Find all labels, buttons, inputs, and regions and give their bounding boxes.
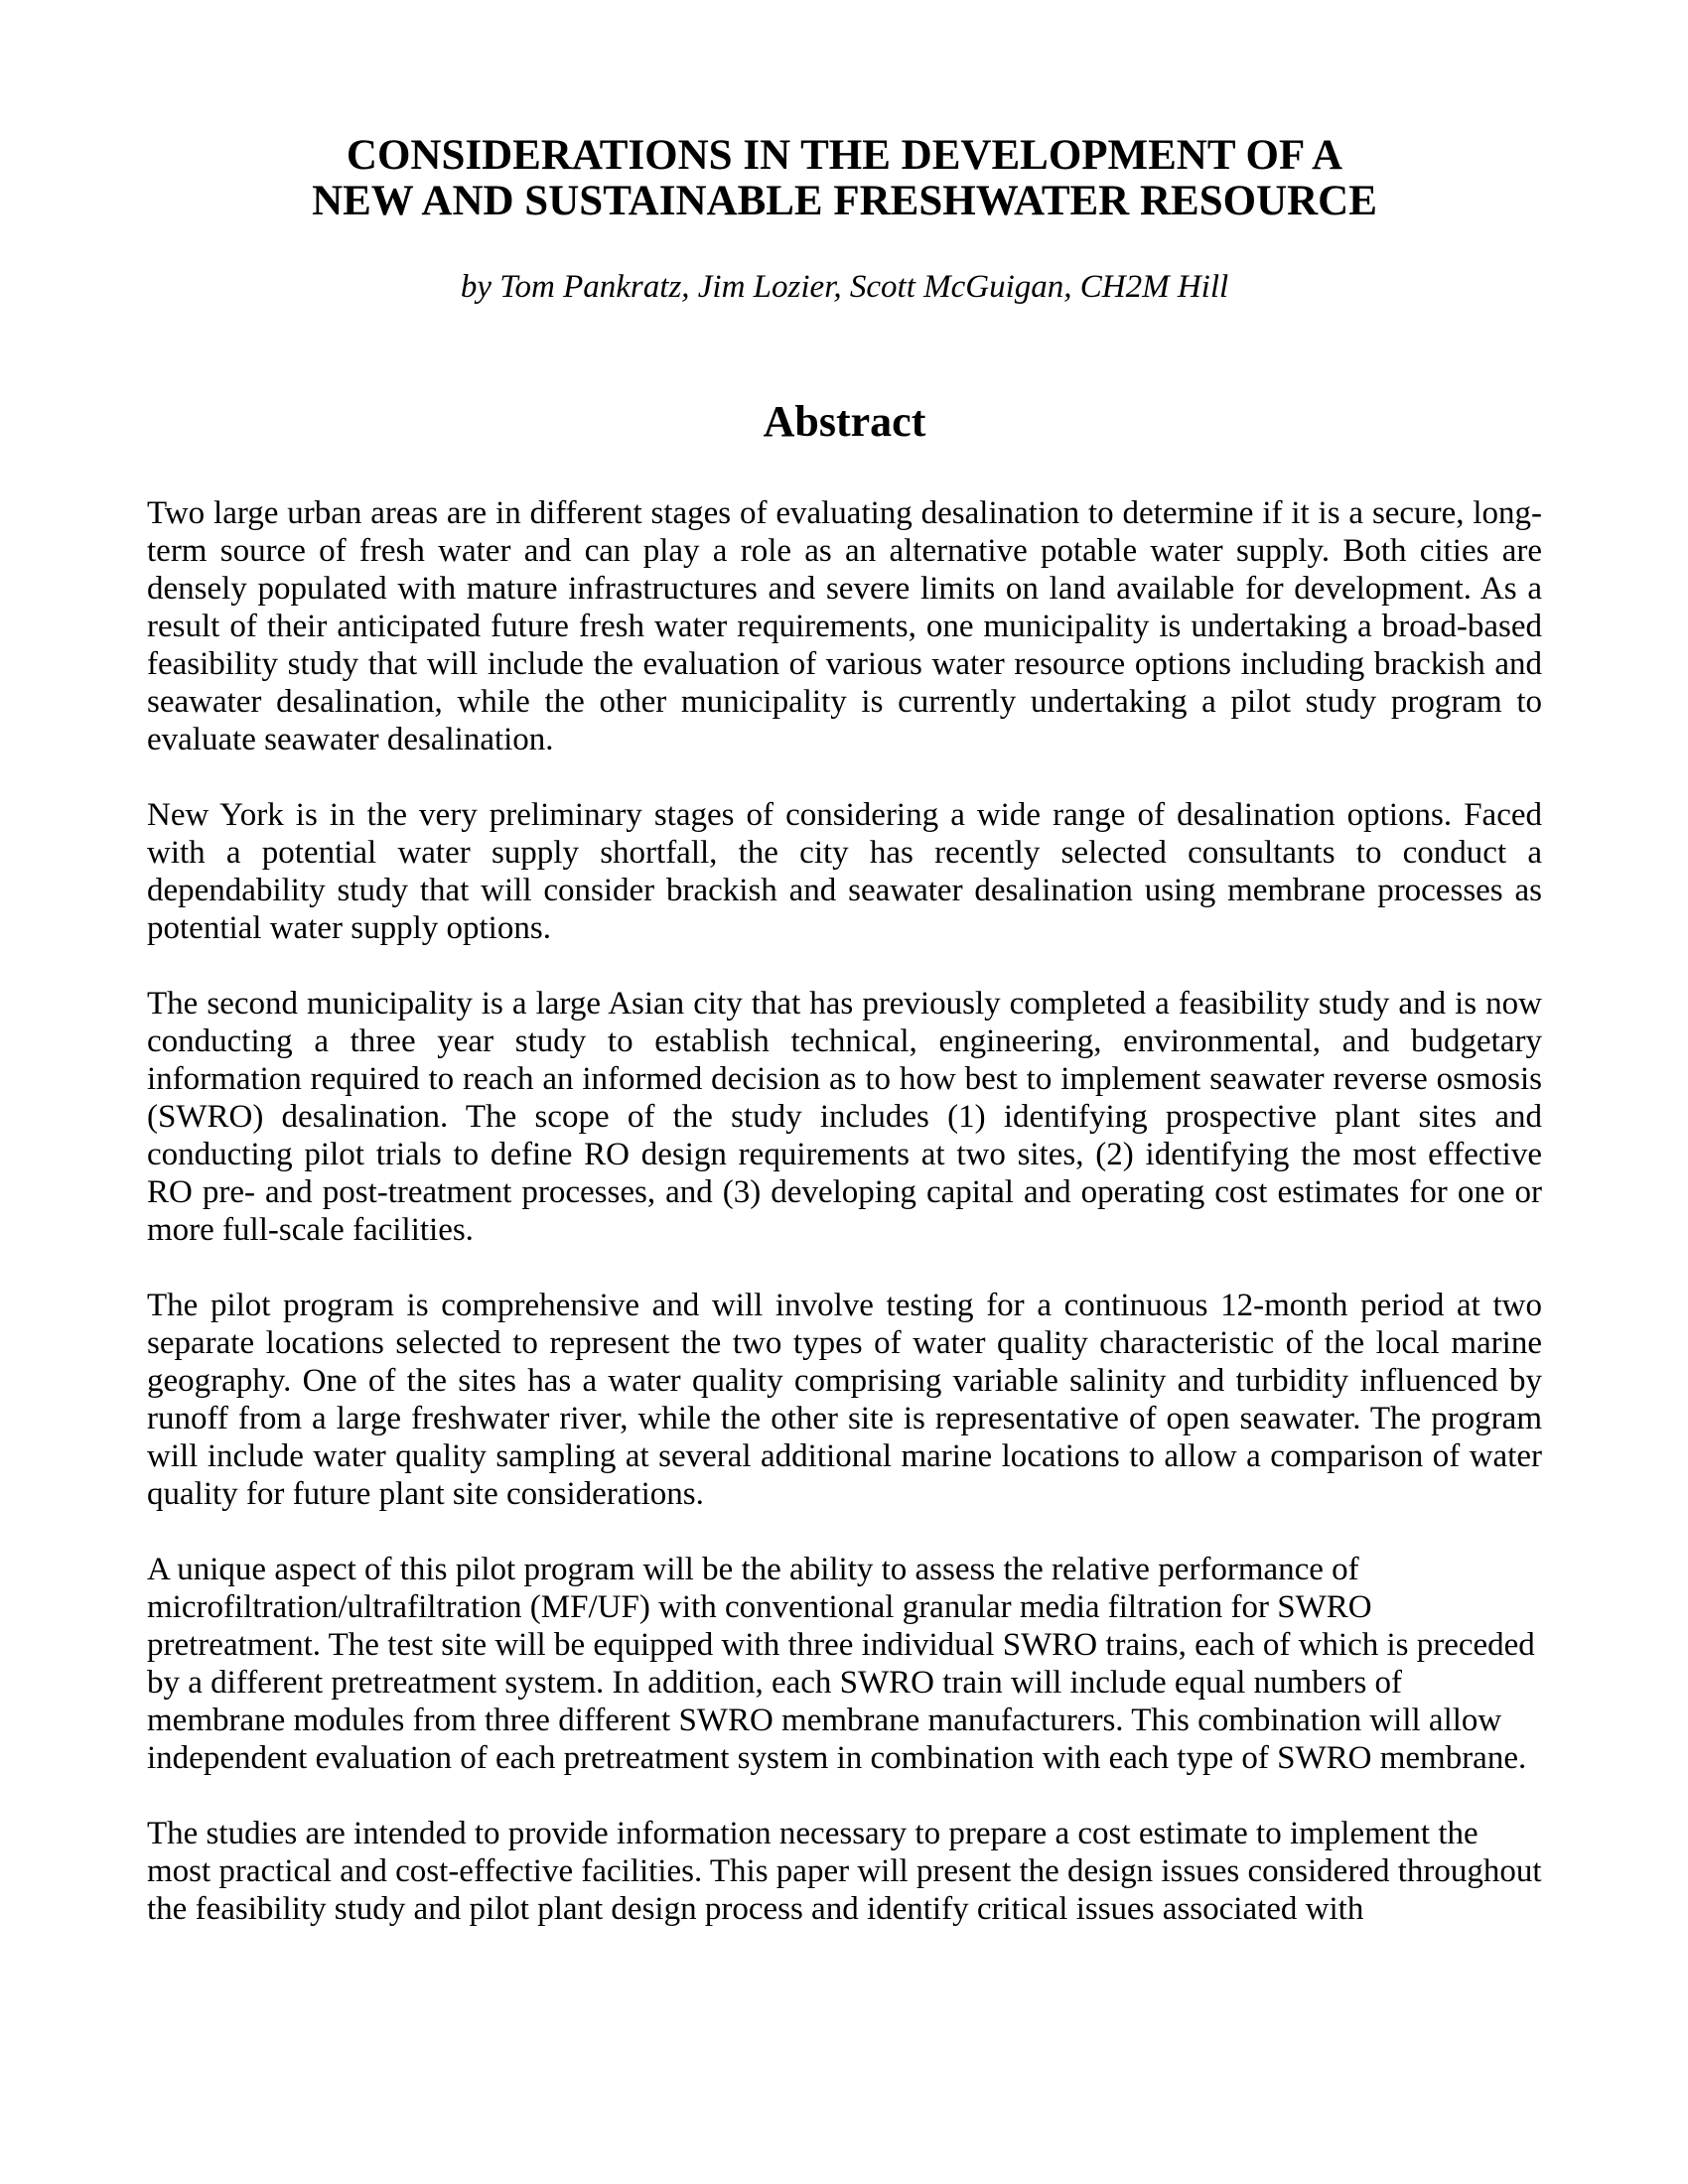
- paragraph-6: The studies are intended to provide information necessary to prepare a cost estimate to implement the most practical and cost-effective facilities. This paper will present the design issues considered throughout the feasibility study and pilot plant design process and identify critical issues associated with: [147, 1816, 1542, 1927]
- paragraph-1: Two large urban areas are in different stages of evaluating desalination to determine if it is a secure, long-term source of fresh water and can play a role as an alternative potable water supply. Both cities are densely populated with mature infrastructures and severe limits on land available for development. As a result of their anticipated future fresh water requirements, one municipality is undertaking a broad-based feasibility study that will include the evaluation of various water resource options including brackish and seawater desalination, while the other municipality is currently undertaking a pilot study program to evaluate seawater desalination.: [147, 495, 1542, 757]
- paper-title: [147, 133, 1542, 224]
- paragraph-4: The pilot program is comprehensive and will involve testing for a continuous 12-month period at two separate locations selected to represent the two types of water quality characteristic of the local marine geography. One of the sites has a water quality comprising variable salinity and turbidity influenced by runoff from a large freshwater river, while the other site is representative of open seawater. The program will include water quality sampling at several additional marine locations to allow a comparison of water quality for future plant site considerations.: [147, 1288, 1542, 1512]
- abstract-body: [147, 494, 1542, 1928]
- abstract-heading: Abstract: [763, 397, 926, 446]
- paragraph-3: The second municipality is a large Asian city that has previously completed a feasibility study and is now conducting a three year study to establish technical, engineering, environmental, and budgetary information required to reach an informed decision as to how best to implement seawater reverse osmosis (SWRO) desalination. The scope of the study includes (1) identifying prospective plant sites and conducting pilot trials to define RO design requirements at two sites, (2) identifying the most effective RO pre- and post-treatment processes, and (3) developing capital and operating cost estimates for one or more full-scale facilities.: [147, 986, 1542, 1248]
- byline: by Tom Pankratz, Jim Lozier, Scott McGuigan, CH2M Hill: [460, 269, 1229, 305]
- paper-title-line-1: CONSIDERATIONS IN THE DEVELOPMENT OF A: [346, 132, 1343, 179]
- paragraph-2: New York is in the very preliminary stages of considering a wide range of desalination options. Faced with a potential water supply shortfall, the city has recently selected consultants to conduct a dependability study that will consider brackish and seawater desalination using membrane processes as potential water supply options.: [147, 797, 1542, 946]
- paragraph-5: A unique aspect of this pilot program will be the ability to assess the relative performance of microfiltration/ultrafiltration (MF/UF) with conventional granular media filtration for SWRO pretreatment. The test site will be equipped with three individual SWRO trains, each of which is preceded by a different pretreatment system. In addition, each SWRO train will include equal numbers of membrane modules from three different SWRO membrane manufacturers. This combination will allow independent evaluation of each pretreatment system in combination with each type of SWRO membrane.: [147, 1552, 1535, 1776]
- paper-title-line-2: NEW AND SUSTAINABLE FRESHWATER RESOURCE: [312, 178, 1377, 224]
